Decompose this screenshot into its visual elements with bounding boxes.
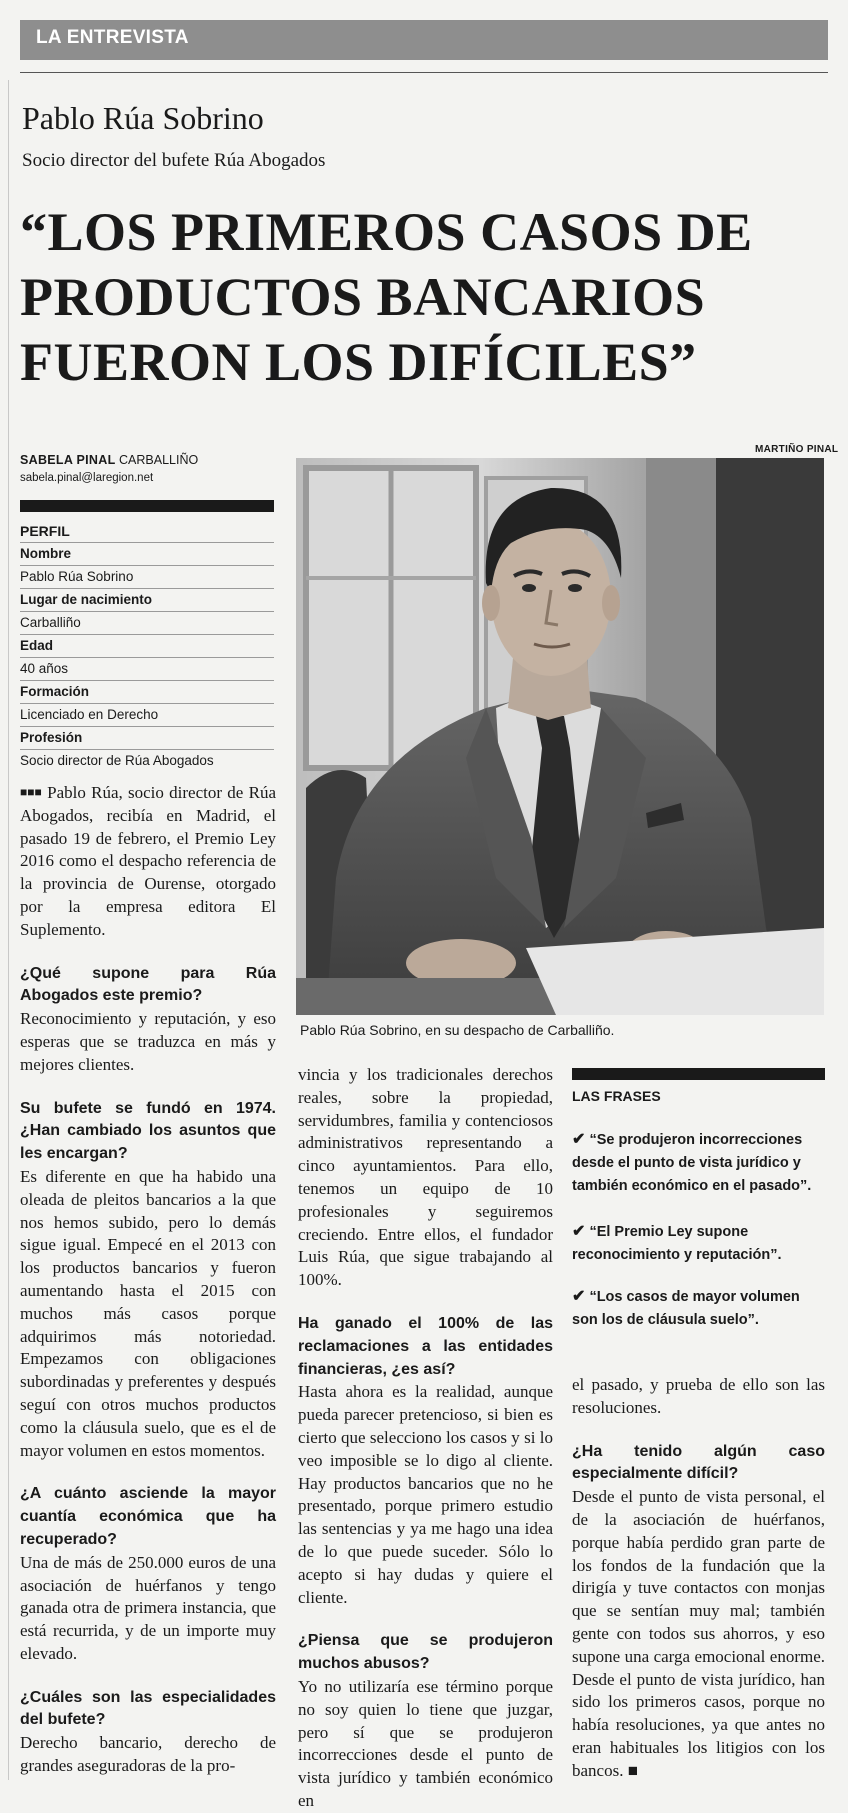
question: ¿Cuáles son las especialidades del bufete?: [20, 1688, 276, 1729]
question: Su bufete se fundó en 1974. ¿Han cambiado los asuntos que les encargan?: [20, 1099, 276, 1163]
question: ¿A cuánto asciende la mayor cuantía económica que ha recuperado?: [20, 1485, 276, 1548]
profile-label: Profesión: [20, 726, 274, 749]
quote-item: ✔ “El Premio Ley supone reconocimiento y reputación”.: [572, 1223, 782, 1263]
answer: Una de más de 250.000 euros de una asociación de huérfanos y tengo ganada otra de primera instancia, que está recurrida, y de un importe muy elevado.: [20, 1552, 276, 1663]
section-header: [20, 20, 828, 60]
headline-line: “LOS PRIMEROS CASOS DE: [20, 202, 753, 262]
headline-line: FUERON LOS DIFÍCILES”: [20, 332, 697, 392]
intro-paragraph: ■■■ Pablo Rúa, socio director de Rúa Abogados, recibía en Madrid, el pasado 19 de febrero, el Premio Ley 2016 como el despacho referencia de la provincia de Ourense, otorgado por la empresa editora El Suplemento.: [20, 783, 277, 939]
article-column-1: [20, 781, 276, 1778]
profile-bar: [20, 500, 274, 512]
page-edge-rule: [8, 80, 9, 1780]
article-column-3: [572, 1374, 825, 1783]
question: ¿Qué supone para Rúa Abogados este premio?: [20, 964, 276, 1005]
frases-title: LAS FRASES: [572, 1088, 661, 1104]
headline: [20, 200, 820, 395]
profile-value: Pablo Rúa Sobrino: [20, 565, 274, 588]
profile-box: [20, 520, 274, 772]
profile-label: Edad: [20, 634, 274, 657]
frases-bar: [572, 1068, 825, 1080]
profile-value: Carballiño: [20, 611, 274, 634]
profile-label: Lugar de nacimiento: [20, 588, 274, 611]
question: Ha ganado el 100% de las reclamaciones a las entidades financieras, ¿es así?: [298, 1314, 553, 1378]
profile-value: Licenciado en Derecho: [20, 703, 274, 726]
byline: [20, 453, 198, 467]
interviewee-name: Pablo Rúa Sobrino: [22, 100, 264, 136]
profile-value: Socio director de Rúa Abogados: [20, 749, 274, 772]
byline-email: sabela.pinal@laregion.net: [20, 472, 154, 484]
check-icon: ✔: [572, 1288, 586, 1305]
lead-marker-icon: ■■■: [20, 785, 42, 799]
answer: Derecho bancario, derecho de grandes aseguradoras de la pro-: [20, 1733, 276, 1776]
quote-item: ✔ “Los casos de mayor volumen son los de cláusula suelo”.: [572, 1288, 800, 1328]
answer: Hasta ahora es la realidad, aunque pueda parecer pretencioso, si bien es cierto que selecciono los casos y si lo veo imposible se lo digo al cliente. Hay productos bancarios que no he presentado, porque primero estudio las sentencias y ya me hago una idea de lo que puede suceder. Sólo lo acepto si hay dudas y quiere el cliente.: [298, 1382, 553, 1607]
answer: vincia y los tradicionales derechos reales, sobre la propiedad, servidumbres, familia y contenciosos administrativos representando a cinco ayuntamientos. Para ello, tenemos un equipo de 10 profesionales y seguiremos creciendo. Entre ellos, el fundador Luis Rúa, que sigue trabajando al 100%.: [298, 1065, 553, 1290]
quote-item: ✔ “Se produjeron incorrecciones desde el punto de vista jurídico y también económico en el pasado”.: [572, 1131, 812, 1194]
check-icon: ✔: [572, 1223, 586, 1240]
byline-place: CARBALLIÑO: [119, 453, 199, 467]
photo-credit: MARTIÑO PINAL: [755, 444, 839, 455]
portrait-photo: [296, 458, 824, 1015]
answer: el pasado, y prueba de ello son las resoluciones.: [572, 1375, 825, 1417]
interviewee-role: Socio director del bufete Rúa Abogados: [22, 150, 326, 171]
byline-author: SABELA PINAL: [20, 453, 116, 467]
portrait-illustration: [296, 458, 824, 1015]
answer: Yo no utilizaría ese término porque no soy quien lo tiene que juzgar, pero sí que se produjeron incorrecciones desde el punto de vista jurídico y también económico en: [298, 1676, 553, 1810]
profile-label: Formación: [20, 680, 274, 703]
photo-caption: Pablo Rúa Sobrino, en su despacho de Carballiño.: [300, 1022, 615, 1038]
profile-label: Nombre: [20, 542, 274, 565]
header-rule: [20, 72, 828, 73]
answer: Es diferente en que ha habido una oleada de pleitos bancarios a la que nos hemos subido, pero lo demás sigue igual. Empecé en el 2013 con los productos bancarios y fueron aumentando hasta el 2015 con muchos más casos porque adquirimos más notoriedad. Empezamos con obligaciones subordinadas y preferentes y después seguí con otros muchos productos como la cláusula suelo, que es el de mayor volumen en estos momentos.: [20, 1166, 276, 1460]
headline-line: PRODUCTOS BANCARIOS: [20, 267, 706, 327]
profile-value: 40 años: [20, 657, 274, 680]
section-title: LA ENTREVISTA: [36, 27, 189, 48]
answer: Desde el punto de vista personal, el de la asociación de huérfanos, porque había perdido gran parte de los fondos de la fundación que la dirigía y tuve contactos con monjas que se sentían muy mal; también gente con todos sus ahorros, y eso supone una carga emocional enorme. Desde el punto de vista jurídico, han sido los primeros casos, porque no había resoluciones, ya que antes no eran habituales los litigios con los bancos. ■: [572, 1487, 825, 1780]
question: ¿Piensa que se produjeron muchos abusos?: [298, 1632, 553, 1673]
answer: Reconocimiento y reputación, y eso esperas que se traduzca en más y mejores clientes.: [20, 1009, 276, 1074]
question: ¿Ha tenido algún caso especialmente difícil?: [572, 1442, 825, 1483]
end-mark-icon: ■: [627, 1760, 638, 1780]
article-column-2: [298, 1064, 553, 1813]
check-icon: ✔: [572, 1131, 586, 1148]
profile-title: PERFIL: [20, 523, 70, 539]
